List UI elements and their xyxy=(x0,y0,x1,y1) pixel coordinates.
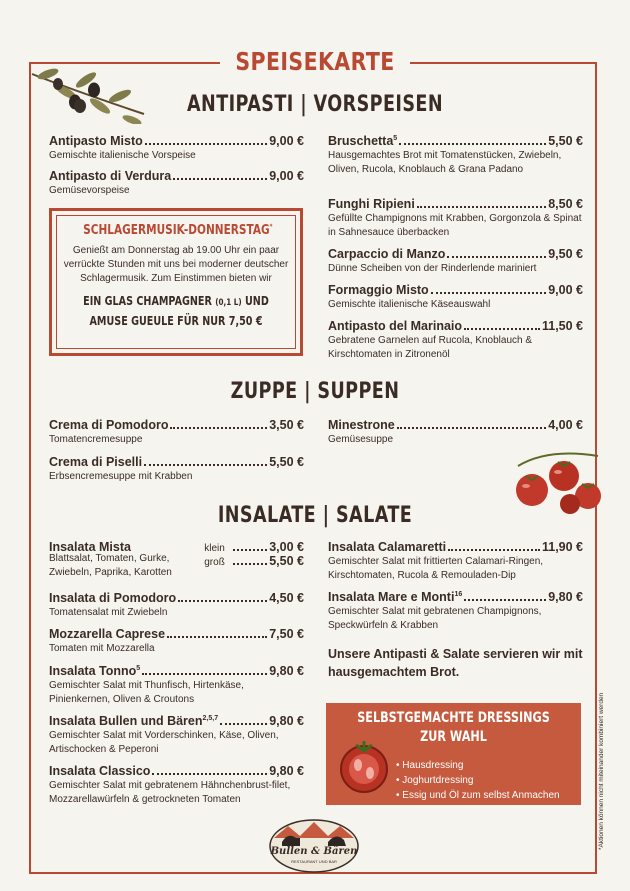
bread-note: Unsere Antipasti & Salate servieren wir mit hausgemachtem Brot. xyxy=(328,647,583,679)
menu-item: Crema di Piselli 5,50 € Erbsencremesuppe mit Krabben xyxy=(49,455,304,482)
menu-item: Insalata Classico 9,80 € Gemischter Salat mit gebratenem Hähnchenbrust-filet, Mozzarellawürfeln & getrockneten Tomaten xyxy=(49,764,304,805)
dressings-list xyxy=(396,758,560,803)
menu-item: Funghi Ripieni 8,50 € Gefüllte Champignons mit Krabben, Gorgonzola & Spinat in Sahnesauce überbacken xyxy=(328,197,583,238)
dressings-title: SELBSTGEMACHTE DRESSINGS ZUR WAHL xyxy=(357,710,550,745)
dressings-box xyxy=(326,703,581,805)
logo-subtext: RESTAURANT UND BAR xyxy=(291,859,337,864)
side-note: *Aktionen können nicht miteinander kombiniert werden xyxy=(598,692,605,850)
promo-text: Genießt am Donnerstag ab 19.00 Uhr ein paar verrückte Stunden mit uns bei moderner deutscher Schlagermusik. Zum Einstimmen bieten wir xyxy=(63,245,289,284)
menu-item: Bruschetta$^5$ 5,50 € Hausgemachtes Brot mit Tomatenstücken, Zwiebeln, Oliven, Rucola, Knoblauch & Grana Padano xyxy=(328,134,583,175)
section-zuppe: ZUPPE | SUPPEN xyxy=(230,379,400,404)
menu-item: Formaggio Misto 9,00 € Gemischte italienische Käseauswahl xyxy=(328,283,583,310)
menu-title: SPEISEKARTE xyxy=(235,47,395,76)
list-item: • Hausdressing xyxy=(396,760,464,771)
menu-item: Insalata Tonno$^5$ 9,80 € Gemischter Salat mit Thunfisch, Hirtenkäse, Pinienkernen, Oliven & Croutons xyxy=(49,664,304,705)
menu-item: Minestrone 4,00 € Gemüsesuppe xyxy=(328,418,583,445)
logo-text: Bullen & Bären xyxy=(270,846,358,857)
menu-item: Insalata Bullen und Bären$^{2,5,7}$ 9,80 € Gemischter Salat mit Vorderschinken, Käse, Oliven, Artischocken & Peperoni xyxy=(49,714,304,755)
menu-item: Antipasto Misto 9,00 € Gemischte italienische Vorspeise xyxy=(49,134,304,161)
promo-offer: EIN GLAS CHAMPAGNER (0,1 L) UND AMUSE GUEULE FÜR NUR 7,50 € xyxy=(83,294,269,328)
tomato-half-icon xyxy=(334,737,394,795)
section-insalate: INSALATE | SALATE xyxy=(217,503,413,528)
list-item: • Essig und Öl zum selbst Anmachen xyxy=(396,790,560,801)
menu-item: Antipasto di Verdura 9,00 € Gemüsevorspeise xyxy=(49,169,304,196)
menu-item: Crema di Pomodoro 3,50 € Tomatencremesuppe xyxy=(49,418,304,445)
section-antipasti: ANTIPASTI | VORSPEISEN xyxy=(187,92,443,117)
promo-title: SCHLAGERMUSIK-DONNERSTAG* xyxy=(83,222,273,238)
menu-item: Insalata Calamaretti 11,90 € Gemischter Salat mit frittierten Calamari-Ringen, Kirschtomaten, Rucola & Remouladen-Dip xyxy=(328,540,583,581)
menu-item: Insalata Mista klein 3,00 € groß 5,50 € Blattsalat, Tomaten, Gurke, Zwiebeln, Paprika, Karotten xyxy=(49,540,304,578)
menu-item: Mozzarella Caprese 7,50 € Tomaten mit Mozzarella xyxy=(49,627,304,654)
menu-item: Insalata Mare e Monti$^{16}$ 9,80 € Gemischter Salat mit gebratenen Champignons, Speckwürfeln & Krabben xyxy=(328,590,583,631)
promo-box xyxy=(49,208,303,356)
list-item: • Joghurtdressing xyxy=(396,775,474,786)
menu-item: Insalata di Pomodoro 4,50 € Tomatensalat mit Zwiebeln xyxy=(49,591,304,618)
menu-item: Carpaccio di Manzo 9,50 € Dünne Scheiben von der Rinderlende mariniert xyxy=(328,247,583,274)
menu-item: Antipasto del Marinaio 11,50 € Gebratene Garnelen auf Rucola, Knoblauch & Kirschtomaten in Zitronenöl xyxy=(328,319,583,360)
